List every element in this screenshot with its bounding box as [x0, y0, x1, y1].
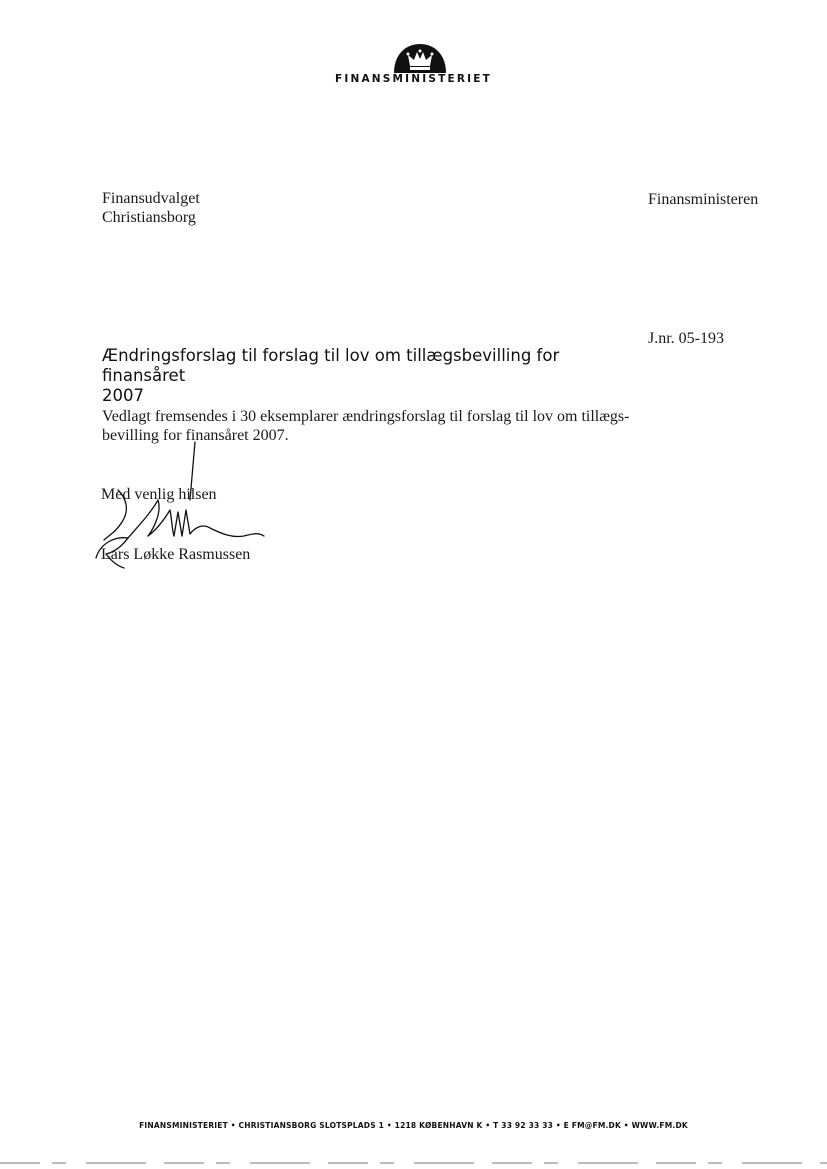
recipient-address	[102, 189, 200, 227]
recipient-line-2: Christiansborg	[102, 209, 196, 226]
footer-contact: FINANSMINISTERIET • CHRISTIANSBORG SLOTSPLADS 1 • 1218 KØBENHAVN K • T 33 92 33 33 • E FM@FM.DK • WWW.FM.DK	[139, 1121, 688, 1130]
organization-name: FINANSMINISTERIET	[334, 73, 493, 85]
subject-line-2: 2007	[102, 386, 144, 405]
sender-title: Finansministeren	[648, 191, 759, 208]
recipient-line-1: Finansudvalget	[102, 190, 200, 207]
handwritten-signature-icon	[92, 440, 272, 575]
crown-logo-icon	[390, 40, 450, 74]
signer-name: Lars Løkke Rasmussen	[101, 546, 251, 563]
reference-number: J.nr. 05-193	[648, 330, 724, 347]
body-line-2: bevilling for finansåret 2007.	[102, 427, 289, 444]
subject-line-1: Ændringsforslag til forslag til lov om tillægsbevilling for finansåret	[102, 346, 560, 385]
closing-greeting: Med venlig hilsen	[101, 486, 217, 503]
letter-subject	[102, 346, 642, 406]
body-line-1: Vedlagt fremsendes i 30 eksemplarer ændringsforslag til forslag til lov om tillægs-	[102, 408, 630, 425]
scan-edge-divider	[0, 1162, 827, 1164]
